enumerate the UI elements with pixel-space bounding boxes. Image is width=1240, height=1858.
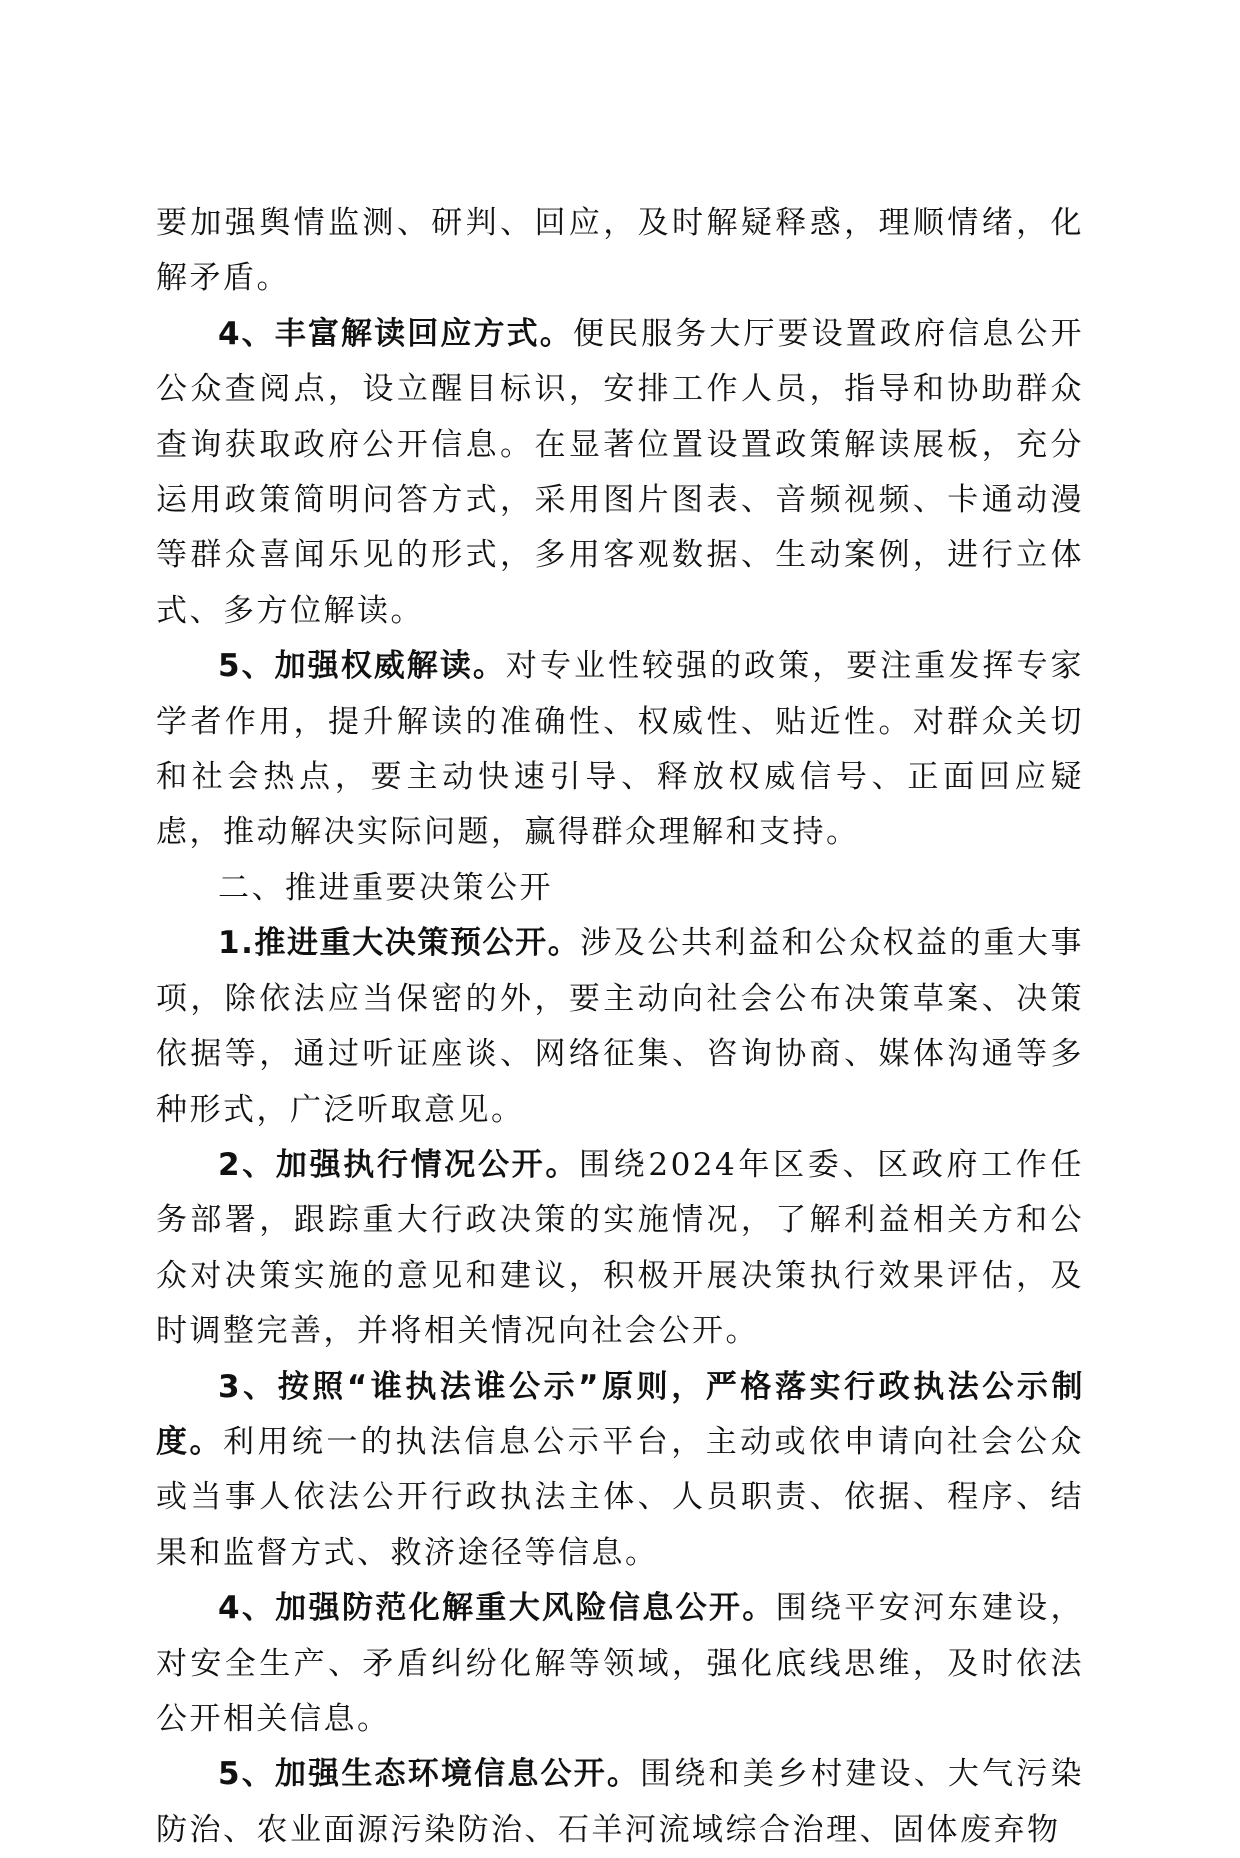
paragraph-ecology-disclosure bbox=[156, 1747, 1084, 1858]
paragraph-text: 利用统一的执法信息公示平台，主动或依申请向社会公众或当事人依法公开行政执法主体、人员职责、依据、程序、结果和监督方式、救济途径等信息。 bbox=[156, 1423, 1085, 1571]
paragraph-text: 对专业性较强的政策，要注重发挥专家学者作用，提升解读的准确性、权威性、贴近性。对群众关切和社会热点，要主动快速引导、释放权威信号、正面回应疑虑，推动解决实际问题，赢得群众理解和支持。 bbox=[156, 648, 1084, 851]
paragraph-heading: 2、加强执行情况公开。 bbox=[218, 1146, 579, 1183]
paragraph-continuation bbox=[156, 196, 1084, 307]
paragraph-heading: 5、加强生态环境信息公开。 bbox=[218, 1756, 641, 1793]
paragraph-text: 涉及公共利益和公众权益的重大事项，除依法应当保密的外，要主动向社会公布决策草案、决策依据等，通过听证座谈、网络征集、咨询协商、媒体沟通等多种形式，广泛听取意见。 bbox=[156, 925, 1084, 1128]
paragraph-text: 围绕平安河东建设，对安全生产、矛盾纠纷化解等领域，强化底线思维，及时依法公开相关信息。 bbox=[156, 1590, 1084, 1737]
paragraph-enforcement-publicity bbox=[156, 1360, 1084, 1582]
paragraph-text: 要加强舆情监测、研判、回应，及时解疑释惑，理顺情绪，化解矛盾。 bbox=[156, 205, 1084, 297]
paragraph-heading: 3、按照“谁执法谁公示”原则，严格落实行政执法公示制度。 bbox=[156, 1368, 1084, 1460]
paragraph-authoritative-interpretation bbox=[156, 639, 1084, 861]
paragraph-text: 便民服务大厅要设置政府信息公开公众查阅点，设立醒目标识，安排工作人员，指导和协助群众查询获取政府公开信息。在显著位置设置政策解读展板，充分运用政策简明问答方式，采用图片图表、音频视频、卡通动漫等群众喜闻乐见的形式，多用客观数据、生动案例，进行立体式、多方位解读。 bbox=[156, 315, 1084, 629]
document-body bbox=[156, 196, 1084, 1858]
paragraph-text: 围绕2024年区委、区政府工作任务部署，跟踪重大行政决策的实施情况，了解利益相关方和公众对决策实施的意见和建议，积极开展决策执行效果评估，及时调整完善，并将相关情况向社会公开。 bbox=[156, 1146, 1084, 1350]
paragraph-text: 围绕和美乡村建设、大气污染防治、农业面源污染防治、石羊河流域综合治理、固体废弃物 bbox=[156, 1756, 1085, 1848]
paragraph-rich-interpretation bbox=[156, 307, 1084, 639]
paragraph-execution-disclosure bbox=[156, 1138, 1084, 1360]
paragraph-major-decision-prepublic bbox=[156, 916, 1084, 1138]
paragraph-heading: 1.推进重大决策预公开。 bbox=[218, 925, 581, 962]
section-heading-decision-disclosure bbox=[156, 861, 1084, 916]
paragraph-heading: 5、加强权威解读。 bbox=[218, 648, 506, 685]
paragraph-heading: 4、加强防范化解重大风险信息公开。 bbox=[218, 1590, 776, 1627]
section-title: 二、推进重要决策公开 bbox=[218, 869, 553, 906]
paragraph-risk-disclosure bbox=[156, 1581, 1084, 1747]
paragraph-heading: 4、丰富解读回应方式。 bbox=[218, 315, 573, 352]
